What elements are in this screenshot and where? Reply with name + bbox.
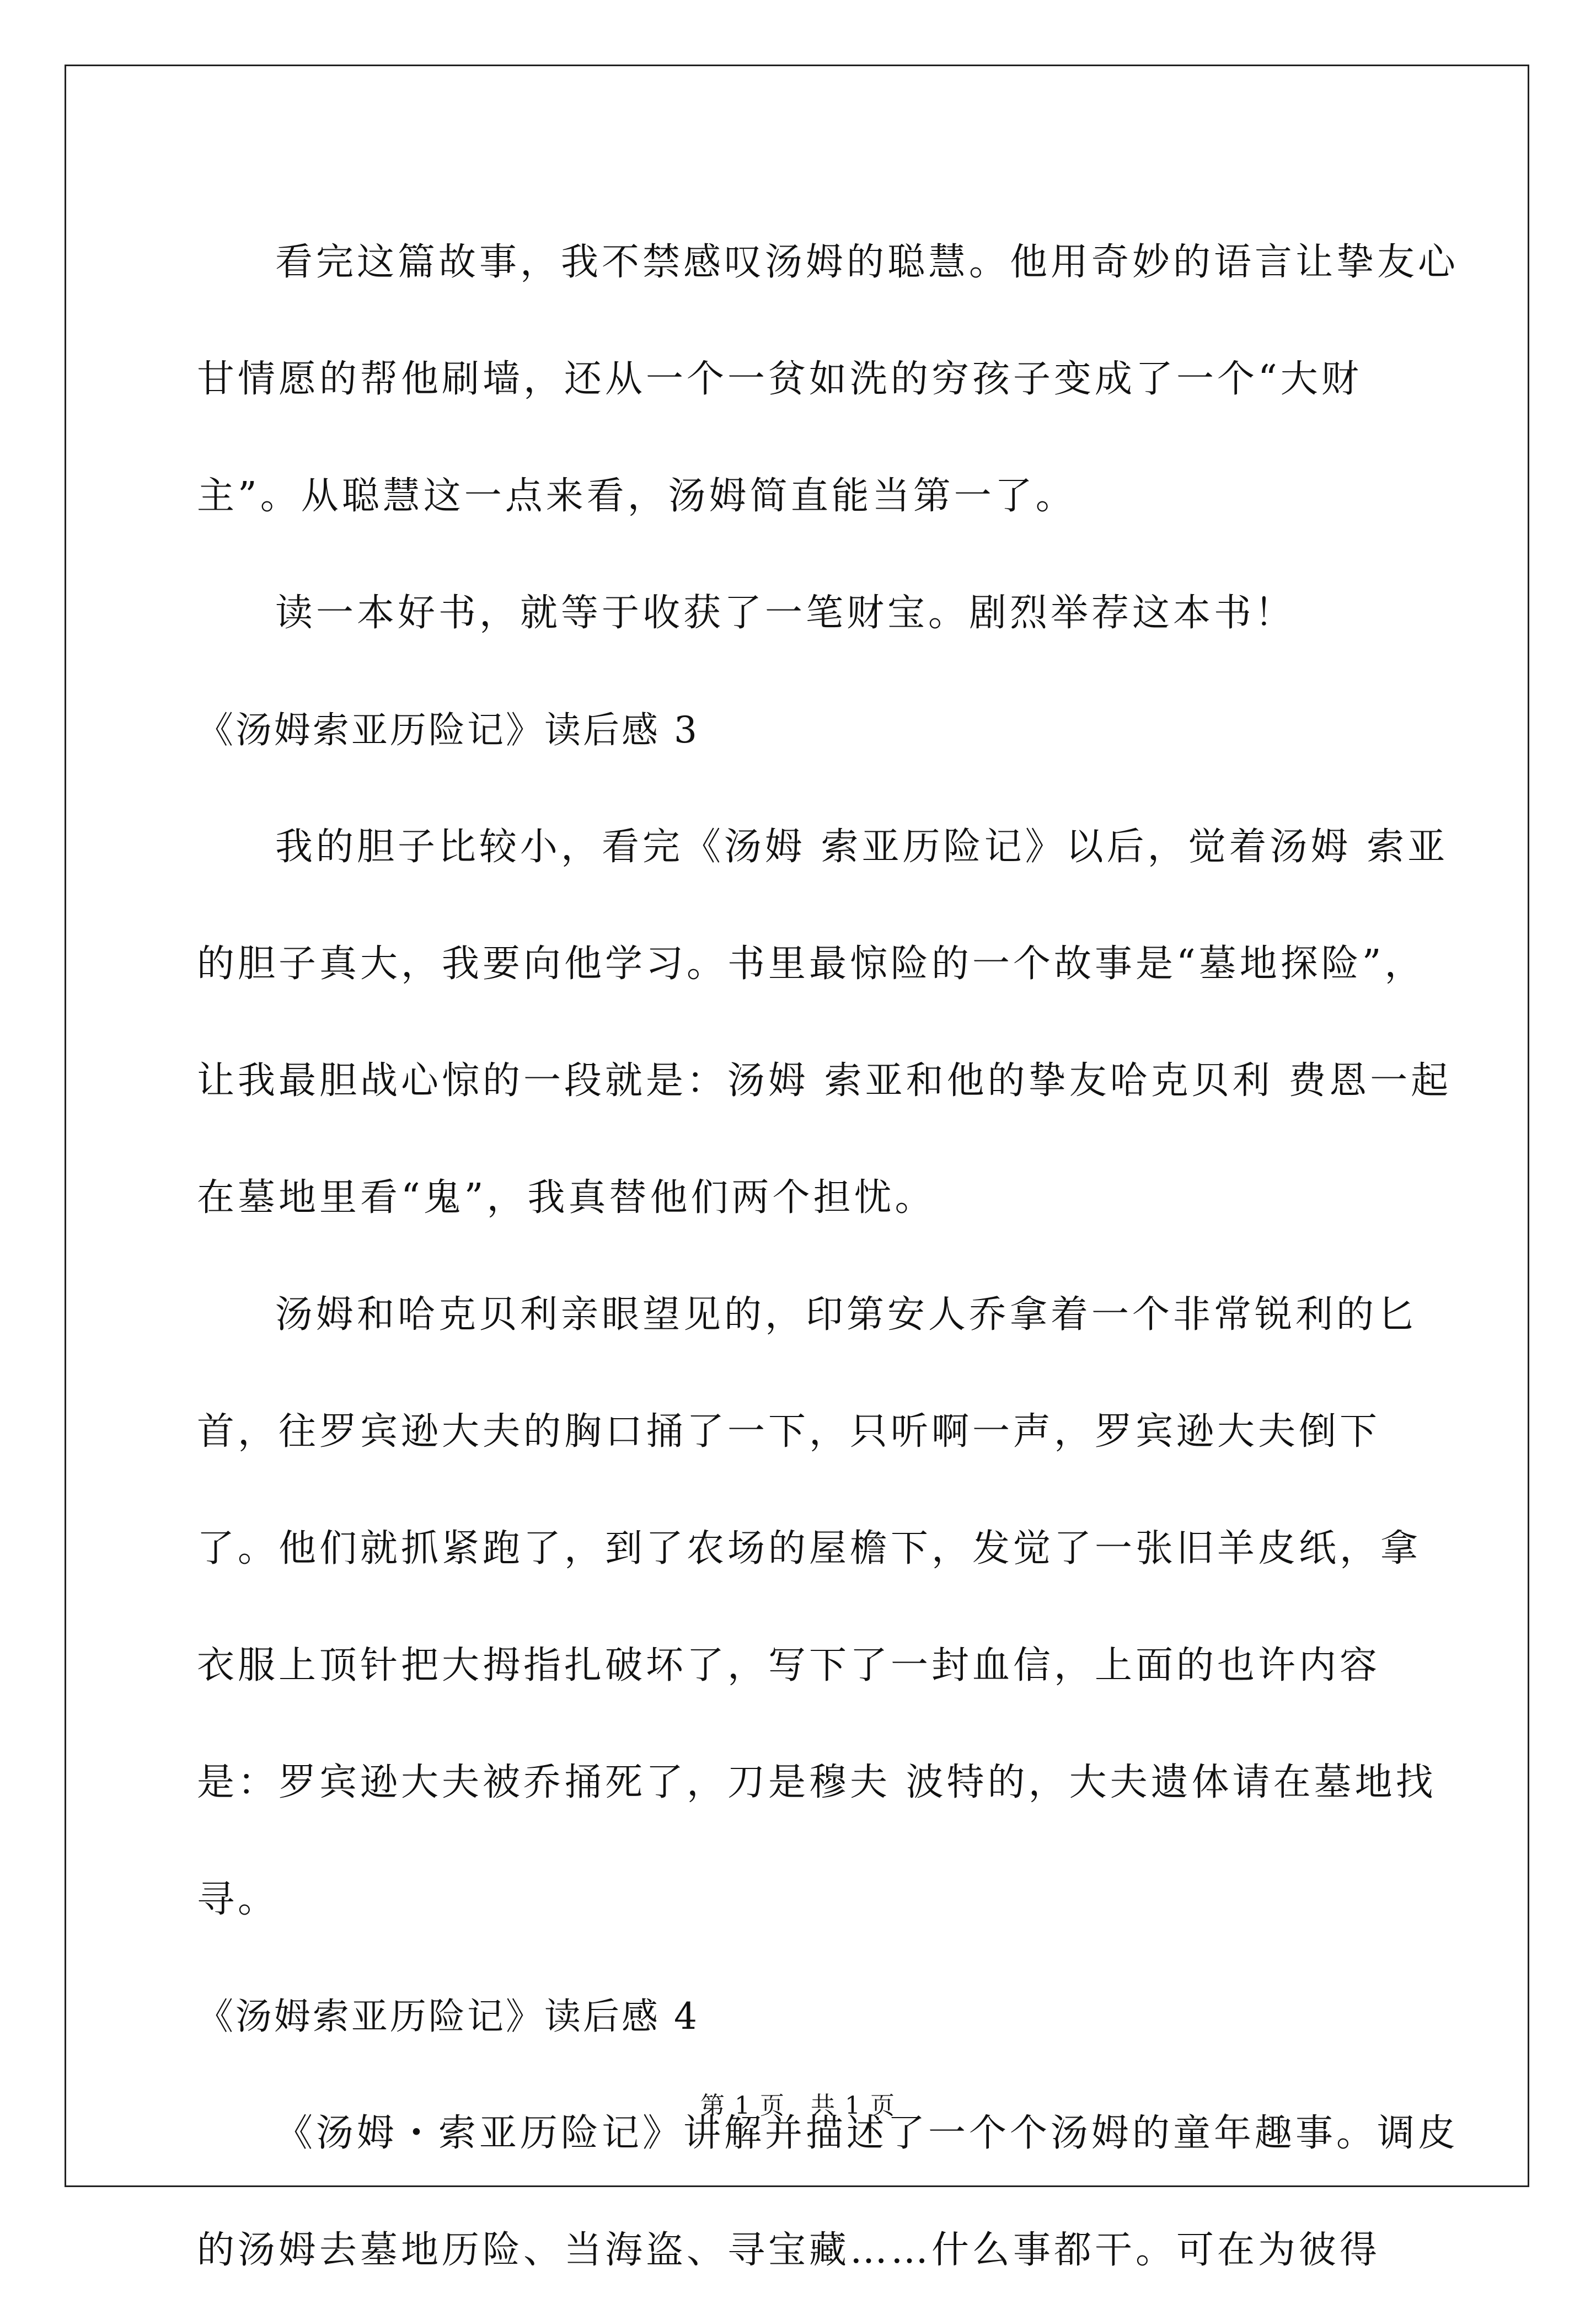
paragraph: 《汤姆・索亚历险记》讲解并描述了一个个汤姆的童年趣事。调皮的汤姆去墓地历险、当海盗、寻宝藏……什么事都干。可在为彼得 xyxy=(197,2112,1459,2272)
paragraph: 看完这篇故事，我不禁感叹汤姆的聪慧。他用奇妙的语言让挚友心甘情愿的帮他刷墙，还从一个一贫如洗的穷孩子变成了一个“大财主”。从聪慧这一点来看，汤姆简直能当第一了。 xyxy=(197,240,1459,518)
page-footer: 第 1 页 共 1 页 xyxy=(700,2092,896,2120)
paragraph: 汤姆和哈克贝利亲眼望见的，印第安人乔拿着一个非常锐利的匕首，往罗宾逊大夫的胸口捅了一下，只听啊一声，罗宾逊大夫倒下了。他们就抓紧跑了，到了农场的屋檐下，发觉了一张旧羊皮纸，拿衣服上顶针把大拇指扎破坏了，写下了一封血信，上面的也许内容是：罗宾逊大夫被乔捅死了，刀是穆夫 波特的，大夫遗体请在墓地找寻。 xyxy=(197,1293,1437,1921)
paragraph: 我的胆子比较小，看完《汤姆 索亚历险记》以后，觉着汤姆 索亚的胆子真大，我要向他学习。书里最惊险的一个故事是“墓地探险”，让我最胆战心惊的一段就是：汤姆 索亚和他的挚友哈克贝利 费恩一起在墓地里看“鬼”，我真替他们两个担忧。 xyxy=(197,825,1452,1220)
document-body xyxy=(197,204,1460,2309)
section-heading: 《汤姆索亚历险记》读后感 3 xyxy=(197,709,699,751)
paragraph: 读一本好书，就等于收获了一笔财宝。剧烈举荐这本书！ xyxy=(275,591,1296,635)
section-heading: 《汤姆索亚历险记》读后感 4 xyxy=(197,1995,699,2038)
